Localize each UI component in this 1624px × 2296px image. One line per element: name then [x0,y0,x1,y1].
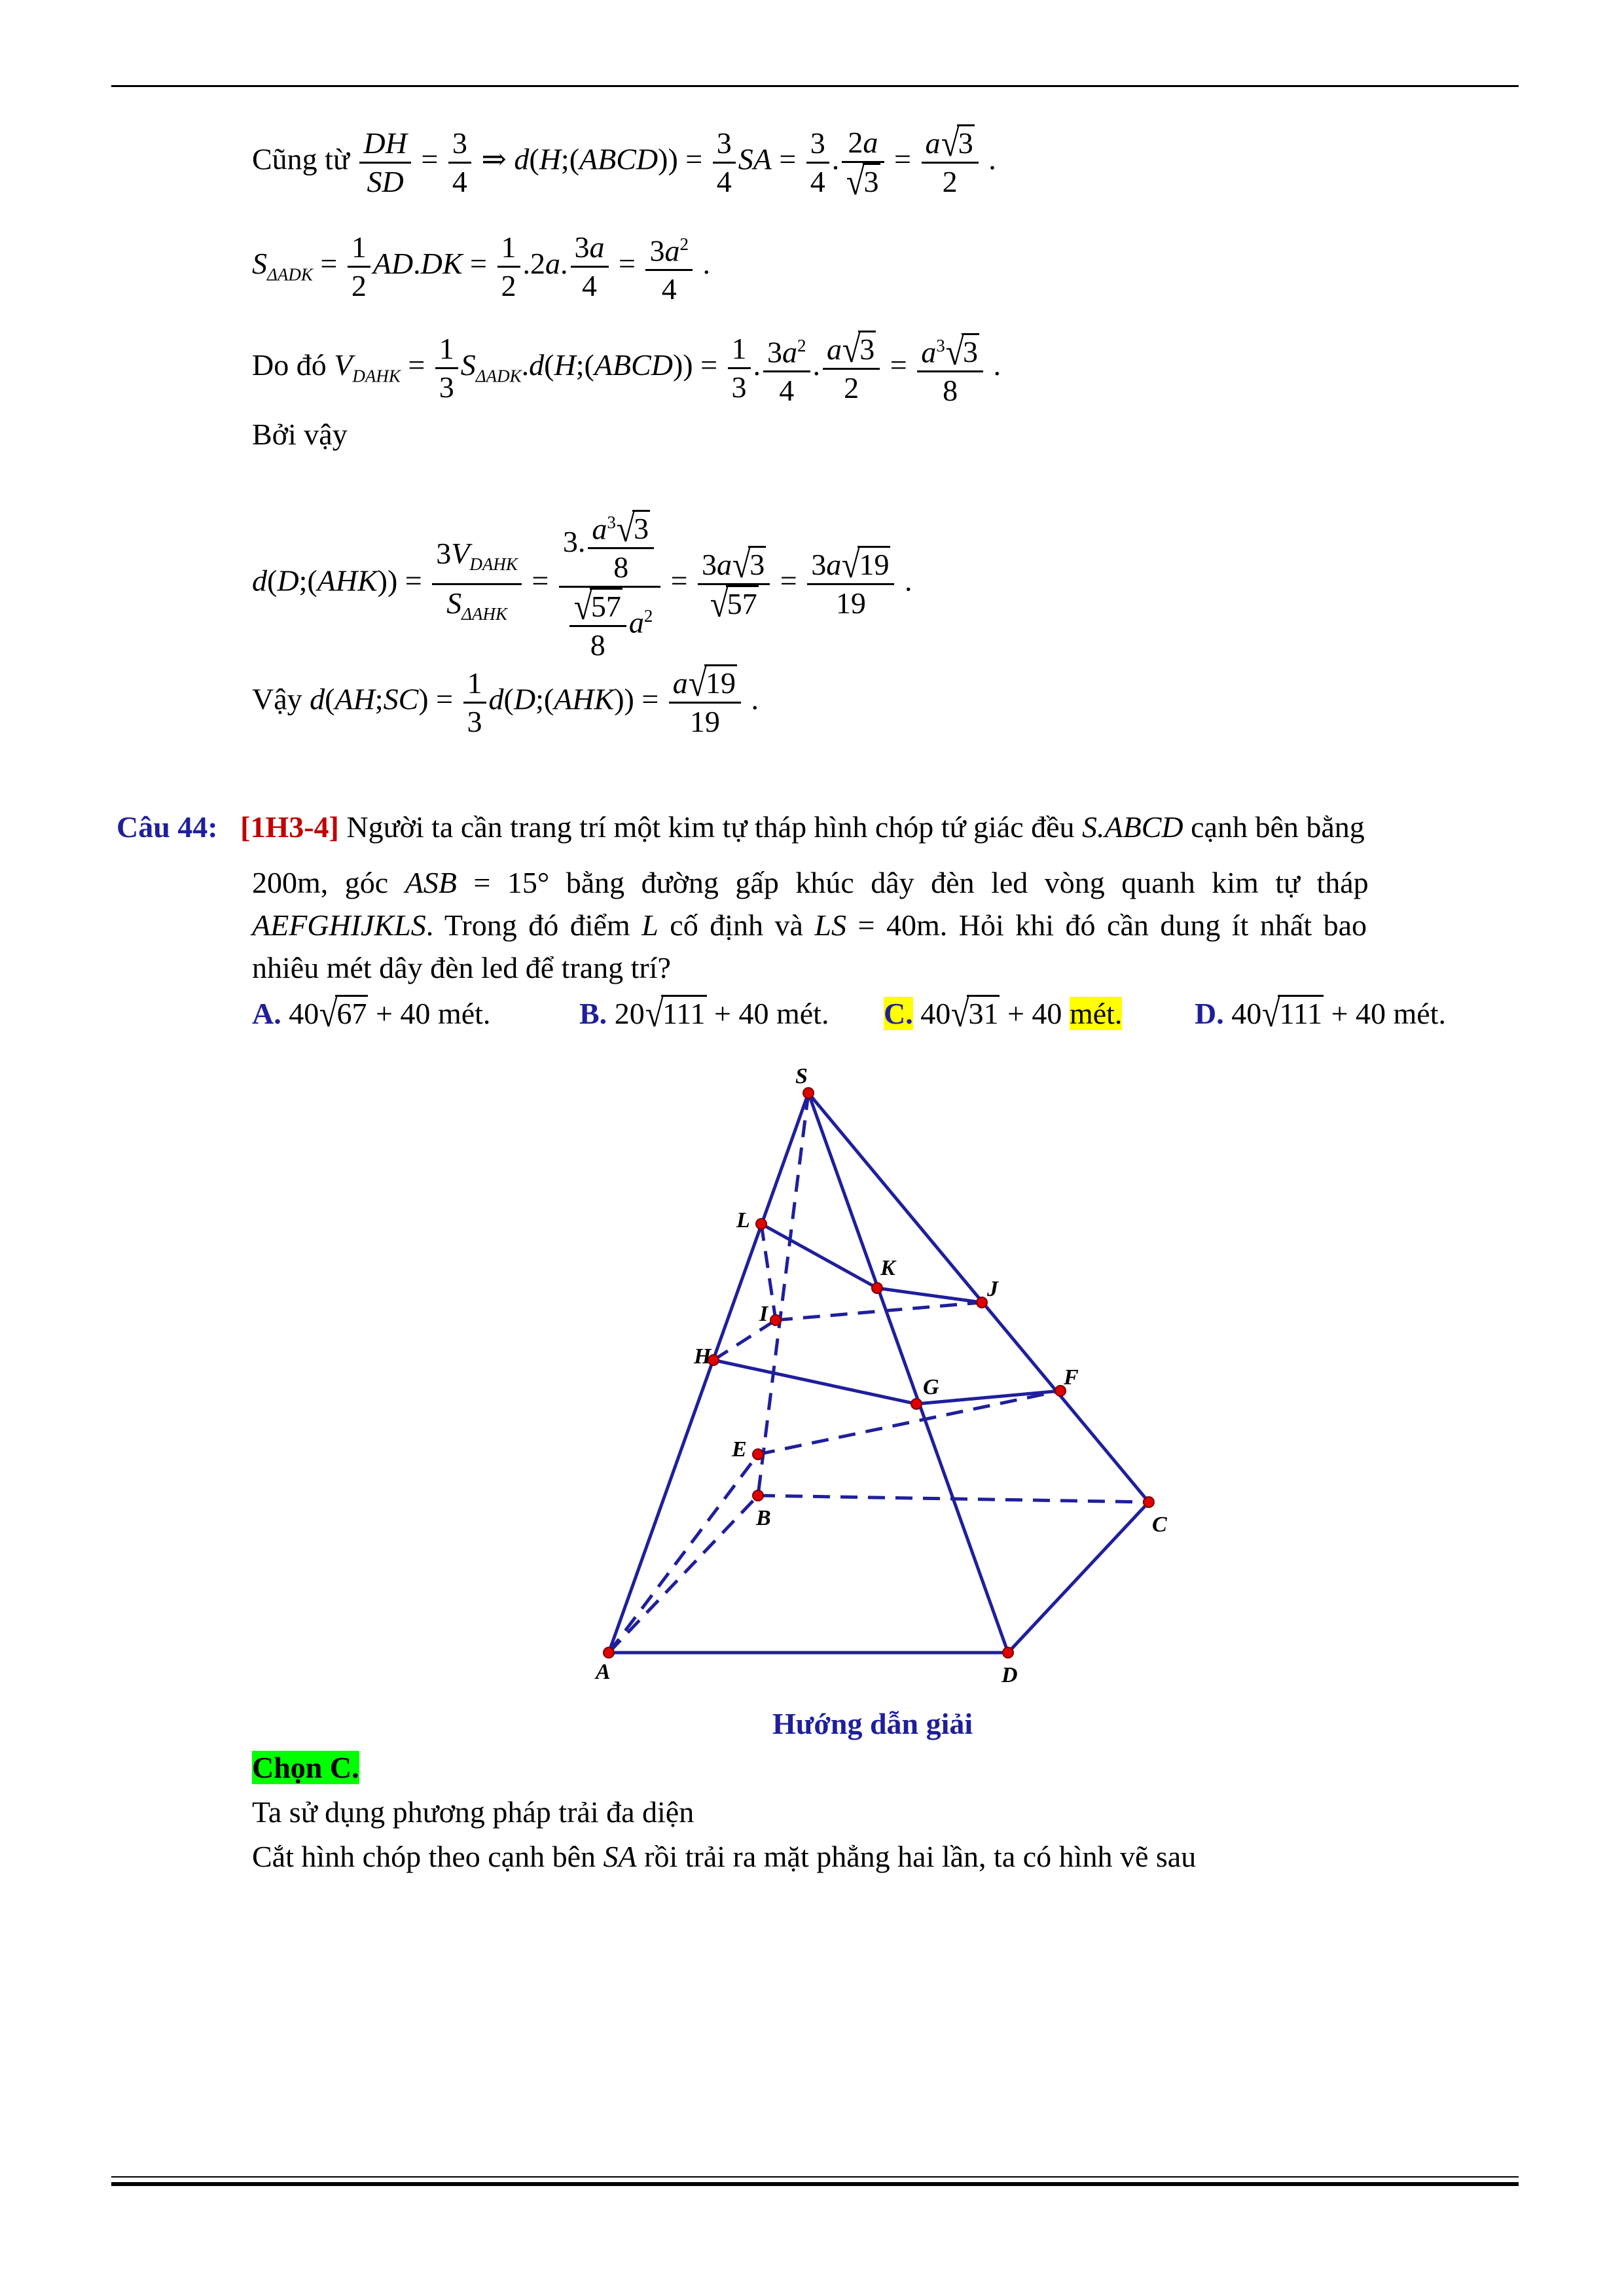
answer-text-3: rồi trải ra mặt phẳng hai lần, ta có hình vẽ sau [644,1840,1197,1873]
option-c[interactable]: C. 40√31 + 40 mét. [884,992,1123,1035]
point-k [872,1283,882,1293]
edge-ij [776,1302,982,1320]
option-d-tail: + 40 [1331,997,1386,1030]
edge-hg [713,1360,916,1404]
question-text-3: , góc [320,866,389,899]
point-e [753,1449,763,1460]
option-b-letter: B. [579,997,607,1030]
answer-text-2: Cắt hình chóp theo cạnh bên [252,1840,596,1873]
option-a-coef: 40 [289,997,319,1030]
question-text-4: bằng đường gấp khúc dây đèn led vòng quanh kim tự tháp [566,866,1369,899]
label-a: A [596,1660,611,1684]
angle-name: ASB [405,866,457,899]
label-g: G [923,1375,939,1399]
point-i [770,1315,781,1325]
edge-unit: m [297,866,321,899]
solution-line-3-prefix: Do đó [252,348,327,382]
ls-name: LS [814,908,847,942]
solution-line-4: Bởi vậy [252,418,348,451]
question-text-6: cố định và [670,908,803,942]
option-a-radicand: 67 [335,995,368,1031]
answer-choice-label: Chọn C. [252,1751,359,1784]
question-label: Câu 44: [117,810,218,844]
label-s: S [795,1064,808,1088]
solution-line-6: Vậy d(AH;SC) = $\frac{1}{3}$ d(D;(AHK)) = $\frac{a√19}{19}$ . [252,662,759,738]
solution-line-2: $S_{\Delta ADK}$ = $\frac{1}{2}$ AD.DK = $\frac{1}{2}$ .2a. $\frac{3a}{4}$ = $\frac{3a^2}{4}$ . [252,226,710,308]
solution-line-6-prefix: Vậy [252,682,302,716]
answer-edge: SA [603,1840,637,1873]
option-b-radicand: 111 [661,995,707,1031]
question-code: [1H3-4] [240,810,339,844]
option-c-letter: C. [884,997,913,1030]
point-b [753,1490,763,1501]
option-d[interactable]: D. 40√111 + 40 mét. [1195,992,1447,1035]
pyramid-name: S.ABCD [1082,810,1183,844]
path-name: AEFGHIJKLS [252,908,426,942]
edge-ef [758,1391,1060,1454]
edge-sd [808,1093,1008,1653]
option-c-coef: 40 [920,997,951,1030]
option-d-letter: D. [1195,997,1224,1030]
option-b[interactable]: B. 20√111 + 40 mét. [579,992,829,1035]
point-c [1144,1497,1154,1507]
option-b-coef: 20 [614,997,645,1030]
option-d-radicand: 111 [1278,995,1324,1031]
label-k: K [880,1256,895,1280]
option-d-unit: mét. [1393,997,1447,1030]
point-l [756,1219,767,1229]
edge-ae [609,1454,758,1653]
edge-dc [1008,1502,1149,1653]
label-d: D [1001,1663,1018,1687]
option-b-unit: mét. [776,997,829,1030]
option-d-coef: 40 [1231,997,1262,1030]
edge-sb [758,1093,808,1496]
question-text-1: Người ta cần trang trí một kim tự tháp hình chóp tứ giác đều [346,810,1075,844]
option-b-tail: + 40 [714,997,769,1030]
label-j: J [987,1277,998,1301]
angle-value: = 15° [473,866,550,899]
point-l: L [641,908,659,942]
option-a-unit: mét. [437,997,491,1030]
label-e: E [732,1437,747,1462]
answer-line-2 [252,1838,1196,1876]
point-s [803,1088,814,1098]
option-a-tail: + 40 [375,997,431,1030]
point-a [604,1647,614,1658]
label-l: L [736,1208,750,1232]
question-text-2: cạnh bên bằng [1191,810,1365,844]
point-g [911,1399,922,1409]
edge-sc [808,1093,1149,1502]
solution-line-5: d(D;(AHK)) = $\frac{3V_{DAHK}}{S_{\Delta AHK}}$ = 3. $\frac{a^3√3}{8}$ $\frac{√57}{8}$ $a^2$ = $\frac{3a√3}{√57}$ = $\frac{3a√19}{19}$ . [252,504,912,664]
solution-line-3: Do đó $V_{DAHK}$ = $\frac{1}{3}$ $S_{\Delta ADK}.d(H;(ABCD))$ = $\frac{1}{3}$ . $\frac{3a^2}{4}$ . $\frac{a√3}{2}$ = $\frac{a^3√3}{8}$ . [252,328,1001,408]
point-j [977,1297,987,1308]
question-text-7: . Hỏi khi đó cần dung ít nhất bao [939,908,1367,942]
ls-unit: m [916,908,940,942]
edge-hi [713,1320,776,1360]
solution-line-1: Cũng từ $\frac{DH}{SD}$ = $\frac{3}{4}$ ⇒ d(H;(ABCD)) = $\frac{3}{4}$ SA = $\frac{3}{4}$ . $\frac{2a}{√3}$ = $\frac{a√3}{2}$ . [252,122,996,203]
edge-value: 200 [252,866,297,899]
edge-ab [609,1496,758,1653]
answer-choice [252,1749,359,1787]
option-c-tail: + 40 [1007,997,1062,1030]
ls-value: = 40 [857,908,916,942]
option-a[interactable]: A. 40√67 + 40 mét. [252,992,491,1035]
label-b: B [756,1506,771,1530]
option-c-unit: mét. [1069,997,1123,1030]
label-i: I [759,1302,768,1326]
option-c-radicand: 31 [967,995,1000,1031]
label-f: F [1064,1365,1079,1390]
edge-kj [877,1288,982,1302]
label-c: C [1152,1513,1167,1537]
point-d [1003,1647,1013,1658]
question-text-5: . Trong đó điểm [425,908,630,942]
label-h: H [694,1344,712,1369]
question-line-4: nhiêu mét dây đèn led để trang trí? [252,951,671,984]
solution-heading: Hướng dẫn giải [772,1707,973,1740]
answer-line-1: Ta sử dụng phương pháp trải đa diện [252,1795,695,1829]
solution-line-1-prefix: Cũng từ [252,142,350,176]
option-a-letter: A. [252,997,281,1030]
